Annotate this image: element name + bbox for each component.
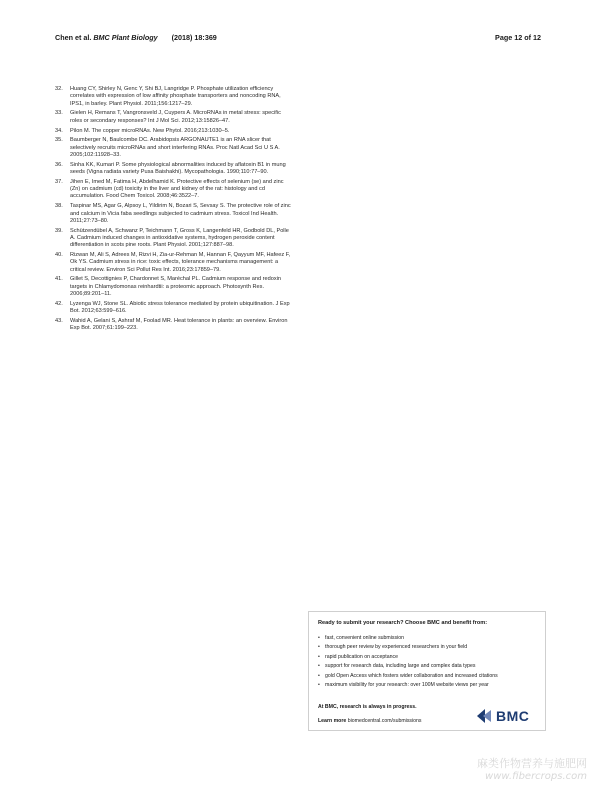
reference-item: [55, 162, 291, 177]
reference-number: 39.: [55, 227, 63, 234]
bmc-logo: [476, 708, 532, 724]
watermark-url: www.fibercrops.com: [485, 771, 587, 782]
learn-more-label: Learn more: [318, 718, 347, 724]
benefit-text: gold Open Access which fosters wider collaboration and increased citations: [325, 672, 498, 679]
journal-citation: [55, 33, 217, 42]
bmc-logo-text: BMC: [496, 708, 530, 724]
reference-number: 36.: [55, 161, 63, 168]
reference-text: Sinha KK, Kumari P. Some physiological abnormalities induced by aflatoxin B1 in mung seeds (Vigna radiata variety Pusa Baishakhi). Mycopathologia. 1990;110:77–90.: [70, 161, 286, 175]
benefit-text: maximum visibility for your research: over 100M website views per year: [325, 682, 489, 689]
benefit-item: [318, 662, 536, 671]
reference-text: Rizwan M, Ali S, Adrees M, Rizvi H, Zia-ur-Rehman M, Hannan F, Qayyum MF, Hafeez F, Ok YS. Cadmium stress in rice: toxic effects, tolerance mechanisms management: a critical review. Environ Sci Pollut Res Int. 2016;23:17859–79.: [70, 252, 291, 273]
page-number: Page 12 of 12: [495, 33, 541, 42]
reference-list: [55, 86, 291, 335]
bmc-promo-box: [308, 611, 546, 731]
reference-text: Schützendübel A, Schwanz P, Teichmann T, Gross K, Langenfeld HR, Godbold DL, Polle A. Cadmium induced changes in antioxidative systems, hydrogen peroxide content differentiation in scots pine roots. Plant Physiol. 2001;127:887–98.: [70, 227, 289, 249]
reference-item: [55, 203, 291, 225]
benefit-item: [318, 634, 536, 643]
reference-item: [55, 110, 291, 125]
volume-citation: (2018) 18:369: [171, 33, 217, 42]
reference-text: Lyzenga WJ, Stone SL. Abiotic stress tolerance mediated by protein ubiquitination. J Exp Bot. 2012;63:599–616.: [70, 300, 290, 315]
reference-item: [55, 318, 291, 333]
bmc-logo-mark-icon: [476, 708, 494, 724]
authors: Chen et al.: [55, 33, 92, 42]
reference-text: Huang CY, Shirley N, Genc Y, Shi BJ, Langridge P. Phosphate utilization efficiency correlates with expression of low affinity phosphate transporters and noncoding RNA, IPS1, in barley. Plant Physiol. 2011;156:1217–29.: [70, 86, 281, 107]
reference-text: Gielen H, Remans T, Vangronsveld J, Cuypers A. MicroRNAs in metal stress: specific roles or secondary responses? Int J Mol Sci. 2012;13:15826–47.: [70, 110, 281, 124]
reference-number: 43.: [55, 317, 63, 324]
reference-text: Jihen E, Imed M, Fatima H, Abdelhamid K. Protective effects of selenium (se) and zinc (Zn) on cadmium (cd) toxicity in the liver and kidney of the rat: histology and cd accumulation. Food Chem Toxicol. 2008;46:3522–7.: [70, 178, 284, 200]
bullet-icon: •: [318, 682, 320, 689]
benefit-item: [318, 643, 536, 652]
submissions-link[interactable]: biomedcentral.com/submissions: [347, 718, 422, 724]
reference-number: 32.: [55, 86, 63, 92]
watermark-chinese-text: 麻类作物营养与施肥网: [477, 757, 587, 770]
bullet-icon: •: [318, 672, 320, 679]
benefit-list: [318, 634, 536, 690]
site-watermark: [477, 757, 587, 783]
reference-number: 33.: [55, 110, 63, 117]
reference-text: Taspinar MS, Agar G, Alpsoy L, Yildirim N, Bozari S, Sevsay S. The protective role of zinc and calcium in Vicia faba seedlings subjected to cadmium stress. Toxicol Ind Health. 2011;27:73–80.: [70, 203, 291, 224]
promo-tagline: At BMC, research is always in progress.: [318, 704, 417, 710]
benefit-text: rapid publication on acceptance: [325, 653, 398, 660]
reference-item: [55, 228, 291, 250]
reference-number: 38.: [55, 203, 63, 210]
reference-text: Wahid A, Gelani S, Ashraf M, Foolad MR. Heat tolerance in plants: an overview. Environ Exp Bot. 2007;61:199–223.: [70, 317, 288, 332]
reference-item: [55, 276, 291, 298]
reference-text: Pilon M. The copper microRNAs. New Phytol. 2016;213:1030–5.: [70, 127, 230, 134]
reference-number: 37.: [55, 178, 63, 185]
reference-number: 40.: [55, 252, 63, 258]
reference-number: 41.: [55, 276, 63, 283]
reference-item: [55, 179, 291, 201]
benefit-item: [318, 653, 536, 662]
reference-number: 34.: [55, 127, 63, 134]
reference-item: [55, 137, 291, 159]
reference-number: 35.: [55, 137, 63, 144]
bullet-icon: •: [318, 644, 320, 651]
bullet-icon: •: [318, 663, 320, 670]
promo-learn-more: [318, 718, 422, 724]
journal-name: BMC Plant Biology: [93, 33, 158, 42]
benefit-item: [318, 681, 536, 690]
reference-item: [55, 86, 291, 108]
bullet-icon: •: [318, 653, 320, 660]
reference-text: Gillet S, Decottignies P, Chardonnet S, Maréchal PL. Cadmium response and redoxin targets in Chlamydomonas reinhardtii: a proteomic approach. Photosynth Res. 2006;89:201–11.: [70, 276, 282, 298]
benefit-text: support for research data, including large and complex data types: [325, 663, 476, 670]
page-header: [55, 33, 541, 45]
benefit-text: thorough peer review by experienced researchers in your field: [325, 644, 468, 651]
reference-text: Baumberger N, Baulcombe DC. Arabidopsis ARGONAUTE1 is an RNA slicer that selectively recruits microRNAs and short interfering RNAs. Proc Natl Acad Sci U S A. 2005;102:11928–33.: [70, 137, 280, 158]
bullet-icon: •: [318, 635, 320, 641]
benefit-text: fast, convenient online submission: [325, 635, 405, 641]
promo-title: Ready to submit your research? Choose BMC and benefit from:: [318, 620, 488, 626]
reference-item: [55, 301, 291, 316]
reference-number: 42.: [55, 300, 63, 307]
benefit-item: [318, 672, 536, 681]
reference-item: [55, 252, 291, 274]
reference-item: [55, 128, 291, 135]
